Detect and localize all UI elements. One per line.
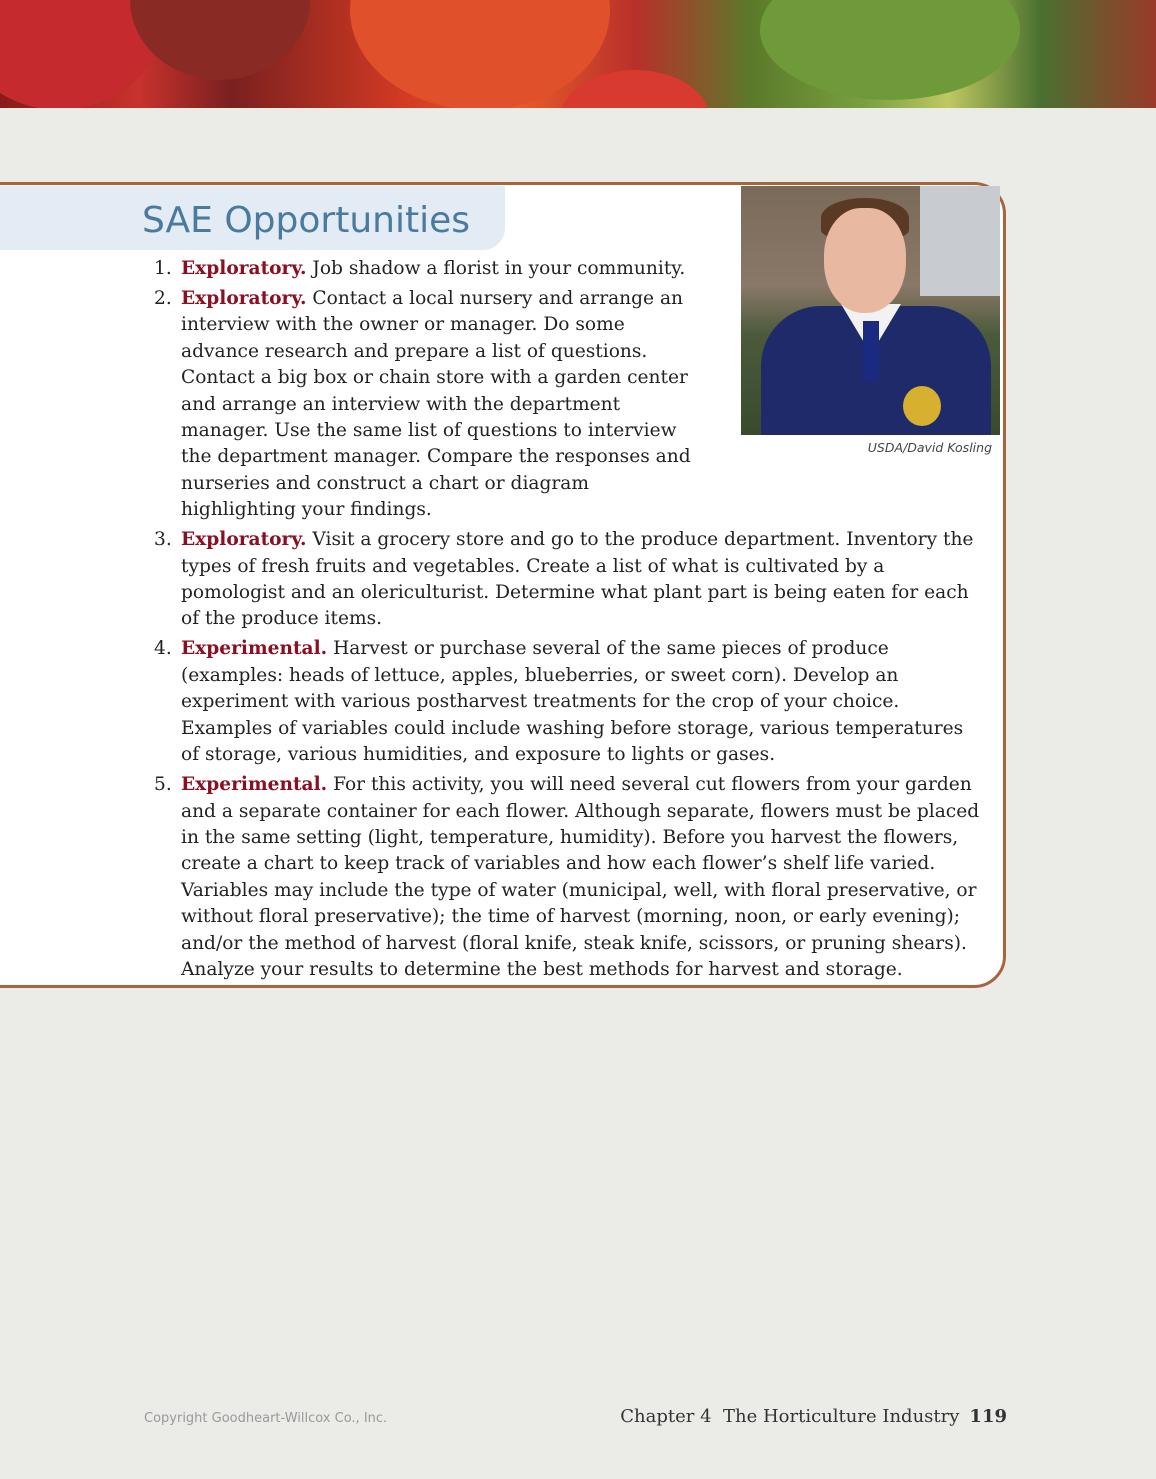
- list-item: [0, 636, 981, 768]
- item-category: Exploratory.: [181, 529, 307, 551]
- item-number: 2.: [154, 288, 172, 309]
- item-text: Contact a local nursery and arrange an interview with the owner or manager. Do some advance research and prepare a list of questions. Contact a big box or chain store with a garden center and arrange an interview with the department manager. Use the same list of questions to interview the department manager. Compare the responses and nurseries and construct a chart or diagram highlighting your findings.: [181, 288, 691, 521]
- item-category: Exploratory.: [181, 288, 307, 309]
- photo-credit: USDA/David Kosling: [867, 440, 992, 455]
- item-number: 5.: [154, 774, 172, 796]
- item-number: 3.: [154, 529, 172, 551]
- list-item: [0, 527, 981, 633]
- sae-list: [0, 256, 981, 987]
- item-category: Experimental.: [181, 638, 328, 660]
- list-item: [0, 256, 706, 282]
- item-category: Exploratory.: [181, 258, 307, 279]
- copyright-notice: Copyright Goodheart-Willcox Co., Inc.: [144, 1411, 388, 1426]
- page-number: 119: [969, 1406, 1007, 1427]
- section-title: SAE Opportunities: [142, 200, 470, 241]
- item-text: Job shadow a florist in your community.: [306, 258, 686, 279]
- list-item: [0, 772, 981, 983]
- vegetable-banner-image: [0, 0, 1156, 108]
- item-category: Experimental.: [181, 774, 328, 796]
- item-number: 4.: [154, 638, 172, 660]
- chapter-title: Chapter 4 The Horticulture Industry: [620, 1406, 960, 1427]
- item-text: Visit a grocery store and go to the produce department. Inventory the types of fresh fruits and vegetables. Create a list of what is cultivated by a pomologist and an olericulturist. Determine what plant part is being eaten for each of the produce items.: [181, 529, 974, 630]
- list-item: [0, 286, 706, 524]
- item-number: 1.: [154, 258, 172, 279]
- item-text: Harvest or purchase several of the same pieces of produce (examples: heads of lettuce, apples, blueberries, or sweet corn). Develop an experiment with various postharvest treatments for the crop of your choice. Examples of variables could include washing before storage, various temperatures of storage, various humidities, and exposure to lights or gases.: [181, 638, 964, 766]
- item-text: For this activity, you will need several cut flowers from your garden and a separate container for each flower. Although separate, flowers must be placed in the same setting (light, temperature, humidity). Before you harvest the flowers, create a chart to keep track of variables and how each flower’s shelf life varied. Variables may include the type of water (municipal, well, with floral preservative, or without floral preservative); the time of harvest (morning, noon, or early evening); and/or the method of harvest (floral knife, steak knife, scissors, or pruning shears). Analyze your results to determine the best methods for harvest and storage.: [181, 774, 980, 980]
- page-footer: [620, 1406, 1007, 1427]
